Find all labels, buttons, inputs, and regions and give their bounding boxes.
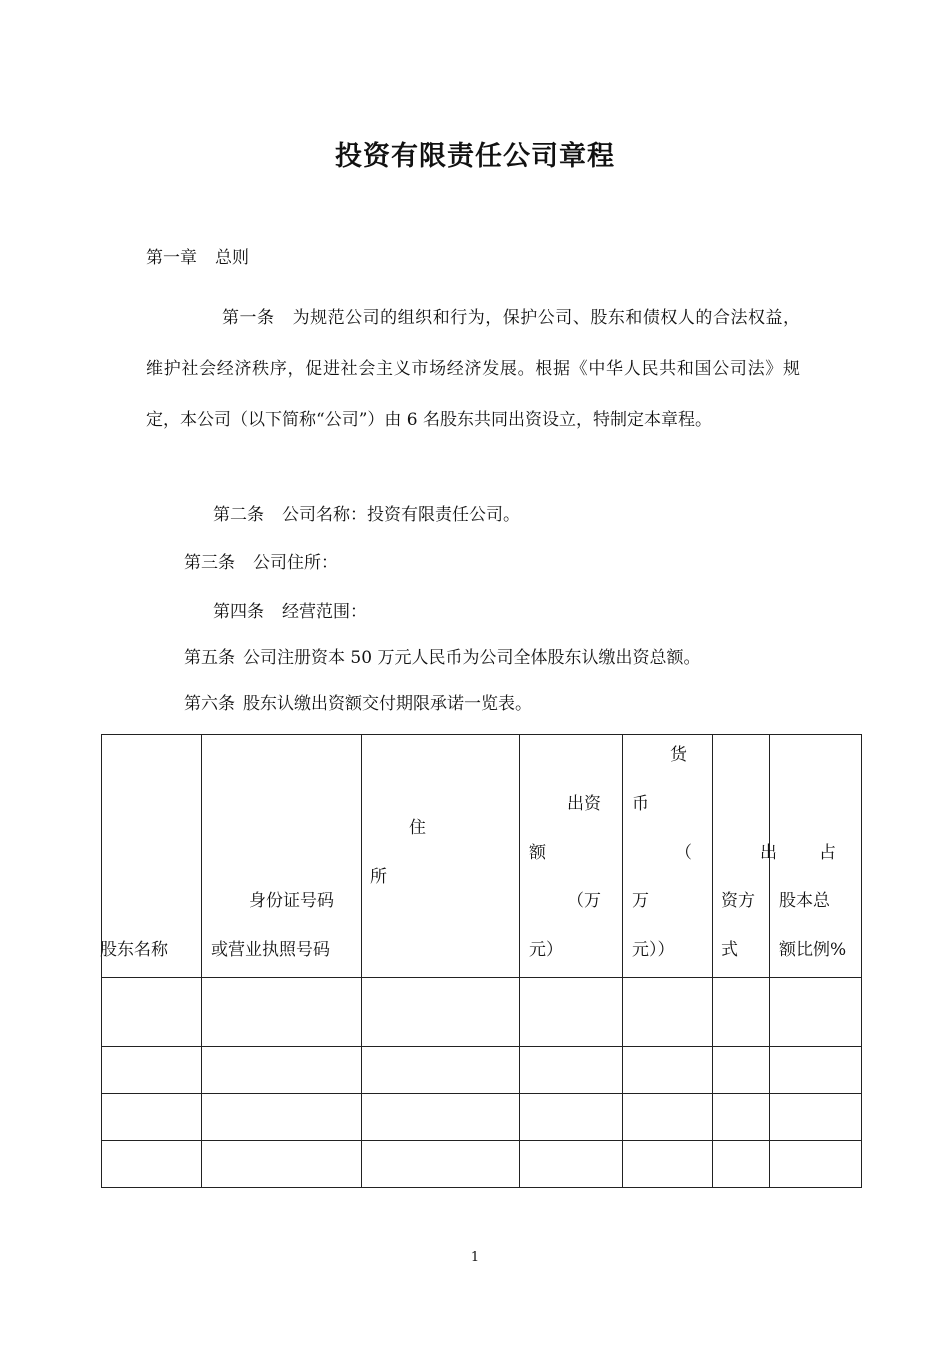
article-5 bbox=[184, 643, 700, 668]
table-cell[interactable] bbox=[713, 978, 770, 1047]
table-cell[interactable] bbox=[713, 1047, 770, 1094]
header-id-line1: 身份证号码 bbox=[249, 891, 334, 911]
header-share-ratio bbox=[770, 735, 862, 978]
table-cell[interactable] bbox=[623, 1141, 713, 1188]
table-cell[interactable] bbox=[770, 1141, 862, 1188]
article-4 bbox=[213, 597, 367, 622]
header-method-3: 式 bbox=[721, 940, 738, 960]
article-1 bbox=[146, 293, 800, 446]
table-header-row bbox=[102, 735, 862, 978]
header-cash-2: 币 bbox=[632, 794, 649, 814]
header-address bbox=[362, 735, 520, 978]
header-name-text: 股东名称 bbox=[100, 940, 168, 960]
header-amount-3: （万 bbox=[567, 891, 601, 911]
header-addr-2: 所 bbox=[370, 867, 387, 887]
table-cell[interactable] bbox=[202, 978, 362, 1047]
header-method-1: 出 bbox=[760, 843, 777, 863]
table-cell[interactable] bbox=[770, 1094, 862, 1141]
article-2-label: 第二条 bbox=[213, 505, 264, 525]
table-cell[interactable] bbox=[713, 1094, 770, 1141]
shareholder-table bbox=[101, 734, 862, 1188]
table-cell[interactable] bbox=[362, 978, 520, 1047]
chapter-name: 总则 bbox=[215, 248, 249, 268]
table-cell[interactable] bbox=[520, 1094, 623, 1141]
table-cell[interactable] bbox=[202, 1047, 362, 1094]
header-amount-4: 元） bbox=[529, 940, 563, 960]
header-amount-2: 额 bbox=[529, 843, 546, 863]
table-row bbox=[102, 1141, 862, 1188]
header-amount-1: 出资 bbox=[567, 794, 601, 814]
header-cash-1: 货 bbox=[670, 745, 687, 765]
table-cell[interactable] bbox=[713, 1141, 770, 1188]
table-cell[interactable] bbox=[202, 1141, 362, 1188]
header-id-number bbox=[202, 735, 362, 978]
article-4-label: 第四条 bbox=[213, 602, 264, 622]
header-cash bbox=[623, 735, 713, 978]
table-row bbox=[102, 978, 862, 1047]
article-1-text: 为规范公司的组织和行为，保护公司、股东和债权人的合法权益，维护社会经济秩序，促进社会主义市场经济发展。根据《中华人民共和国公司法》规定，本公司（以下简称“公司”）由 6 名股东共同出资设立，特制定本章程。 bbox=[146, 308, 801, 430]
document-title: 投资有限责任公司章程 bbox=[335, 141, 615, 172]
article-1-label: 第一条 bbox=[222, 308, 275, 328]
header-ratio-1: 占 bbox=[819, 843, 836, 863]
header-id-line2: 或营业执照号码 bbox=[211, 940, 330, 960]
table-row bbox=[102, 1094, 862, 1141]
table-cell[interactable] bbox=[102, 1141, 202, 1188]
table-cell[interactable] bbox=[520, 1047, 623, 1094]
article-5-label: 第五条 bbox=[184, 648, 235, 668]
table-cell[interactable] bbox=[623, 978, 713, 1047]
article-3 bbox=[184, 548, 338, 573]
table-cell[interactable] bbox=[770, 1047, 862, 1094]
article-2 bbox=[213, 500, 520, 525]
table-cell[interactable] bbox=[362, 1094, 520, 1141]
article-6 bbox=[184, 689, 532, 714]
header-contribution-amount bbox=[520, 735, 623, 978]
table-cell[interactable] bbox=[362, 1141, 520, 1188]
header-method-2: 资方 bbox=[721, 891, 755, 911]
header-cash-3: （ bbox=[675, 843, 692, 863]
table-cell[interactable] bbox=[623, 1094, 713, 1141]
chapter-heading bbox=[146, 243, 249, 268]
article-4-text: 经营范围： bbox=[282, 602, 367, 622]
table-row bbox=[102, 1047, 862, 1094]
header-contribution-method bbox=[713, 735, 777, 978]
table-cell[interactable] bbox=[520, 978, 623, 1047]
table-cell[interactable] bbox=[202, 1094, 362, 1141]
page-number: 1 bbox=[470, 1250, 480, 1265]
table-cell[interactable] bbox=[102, 1094, 202, 1141]
article-2-text: 公司名称：投资有限责任公司。 bbox=[282, 505, 520, 525]
chapter-number: 第一章 bbox=[146, 248, 197, 268]
header-addr-1: 住 bbox=[409, 818, 426, 838]
header-cash-4: 万 bbox=[632, 891, 649, 911]
header-ratio-2: 股本总 bbox=[779, 891, 830, 911]
header-shareholder-name bbox=[102, 735, 202, 978]
table-cell[interactable] bbox=[362, 1047, 520, 1094]
table-cell[interactable] bbox=[623, 1047, 713, 1094]
article-6-label: 第六条 bbox=[184, 694, 235, 714]
header-ratio-3: 额比例% bbox=[779, 940, 847, 960]
table-cell[interactable] bbox=[770, 978, 862, 1047]
article-5-text: 公司注册资本 50 万元人民币为公司全体股东认缴出资总额。 bbox=[243, 648, 701, 668]
table-cell[interactable] bbox=[102, 978, 202, 1047]
article-3-text: 公司住所： bbox=[253, 553, 338, 573]
table-cell[interactable] bbox=[102, 1047, 202, 1094]
article-6-text: 股东认缴出资额交付期限承诺一览表。 bbox=[243, 694, 532, 714]
table-cell[interactable] bbox=[520, 1141, 623, 1188]
header-cash-5: 元）） bbox=[632, 940, 675, 960]
article-3-label: 第三条 bbox=[184, 553, 235, 573]
